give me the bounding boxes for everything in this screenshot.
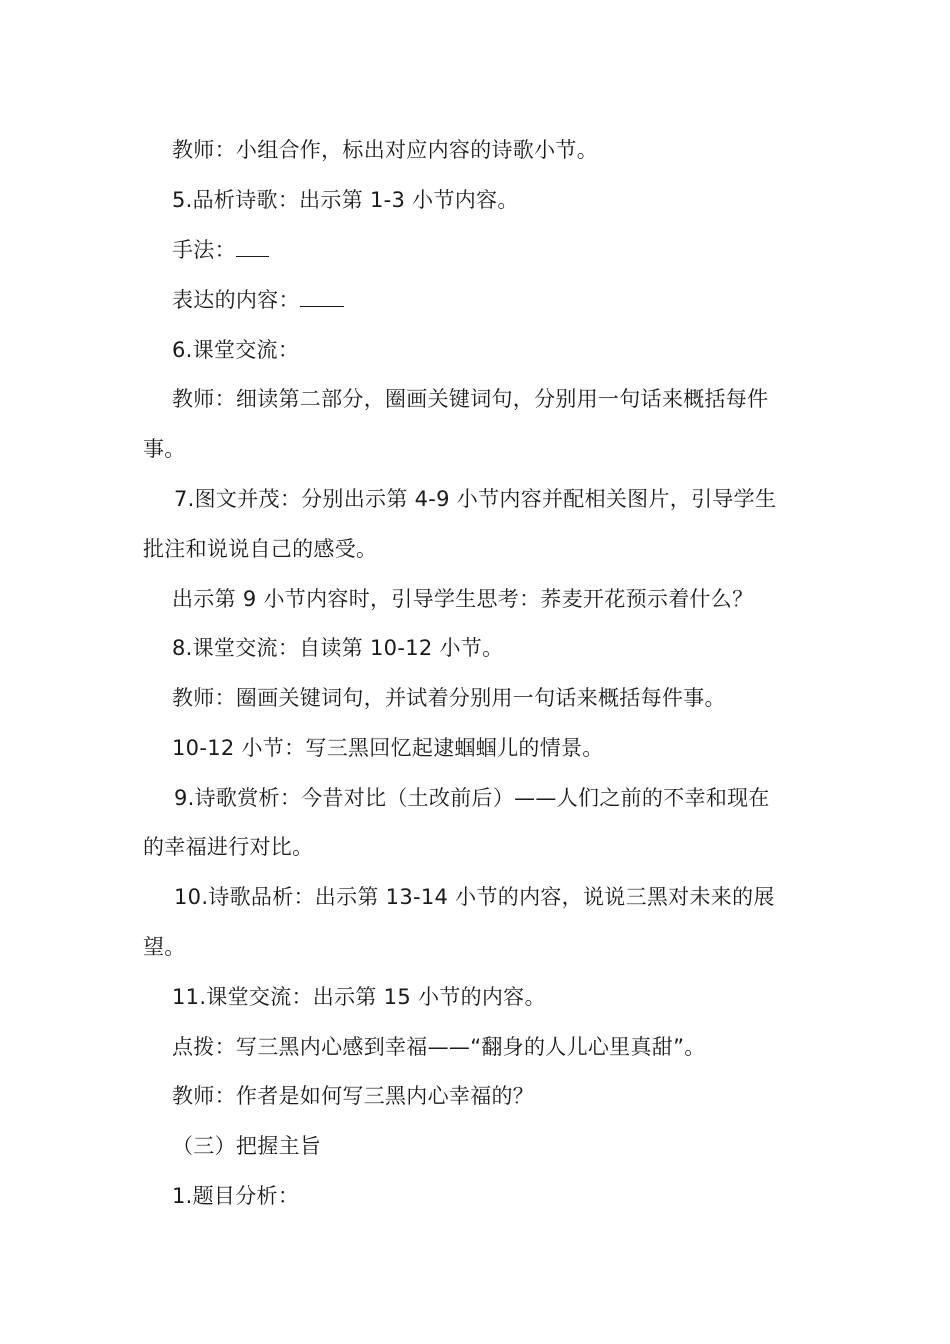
paragraph-item-9-cont: 的幸福进行对比。	[143, 835, 314, 859]
paragraph-item-10-cont: 望。	[143, 935, 186, 959]
paragraph-sections-10-12: 10-12 小节：写三黑回忆起逮蝈蝈儿的情景。	[172, 736, 604, 760]
content-label: 表达的内容：	[172, 288, 300, 312]
paragraph-teacher-question: 教师：作者是如何写三黑内心幸福的？	[172, 1084, 535, 1108]
paragraph-item-9: 9.诗歌赏析：今昔对比（土改前后）——人们之前的不幸和现在	[174, 786, 770, 810]
paragraph-item-7: 7.图文并茂：分别出示第 4-9 小节内容并配相关图片，引导学生	[174, 487, 777, 511]
paragraph-teacher-key-phrases: 教师：圈画关键词句，并试着分别用一句话来概括每件事。	[172, 686, 726, 710]
paragraph-guidance: 点拨：写三黑内心感到幸福——“翻身的人儿心里真甜”。	[172, 1035, 706, 1059]
paragraph-item-8: 8.课堂交流：自读第 10-12 小节。	[172, 636, 504, 660]
paragraph-teacher-group-work: 教师：小组合作，标出对应内容的诗歌小节。	[172, 138, 598, 162]
paragraph-teacher-close-reading-cont: 事。	[143, 437, 186, 461]
technique-blank	[236, 236, 269, 257]
paragraph-item-11: 11.课堂交流：出示第 15 小节的内容。	[172, 985, 546, 1009]
paragraph-technique	[172, 235, 269, 265]
paragraph-item-6: 6.课堂交流：	[172, 338, 300, 362]
paragraph-item-5: 5.品析诗歌：出示第 1-3 小节内容。	[172, 188, 519, 212]
paragraph-item-10: 10.诗歌品析：出示第 13-14 小节的内容，说说三黑对未来的展	[174, 885, 775, 909]
content-blank	[300, 286, 344, 307]
paragraph-section-9-prompt: 出示第 9 小节内容时，引导学生思考：荞麦开花预示着什么？	[172, 587, 754, 611]
paragraph-content	[172, 285, 344, 315]
technique-label: 手法：	[172, 238, 236, 262]
paragraph-teacher-close-reading: 教师：细读第二部分，圈画关键词句，分别用一句话来概括每件	[172, 387, 769, 411]
paragraph-title-analysis: 1.题目分析：	[172, 1184, 300, 1208]
section-heading-theme: （三）把握主旨	[172, 1134, 322, 1158]
paragraph-item-7-cont: 批注和说说自己的感受。	[143, 537, 378, 561]
